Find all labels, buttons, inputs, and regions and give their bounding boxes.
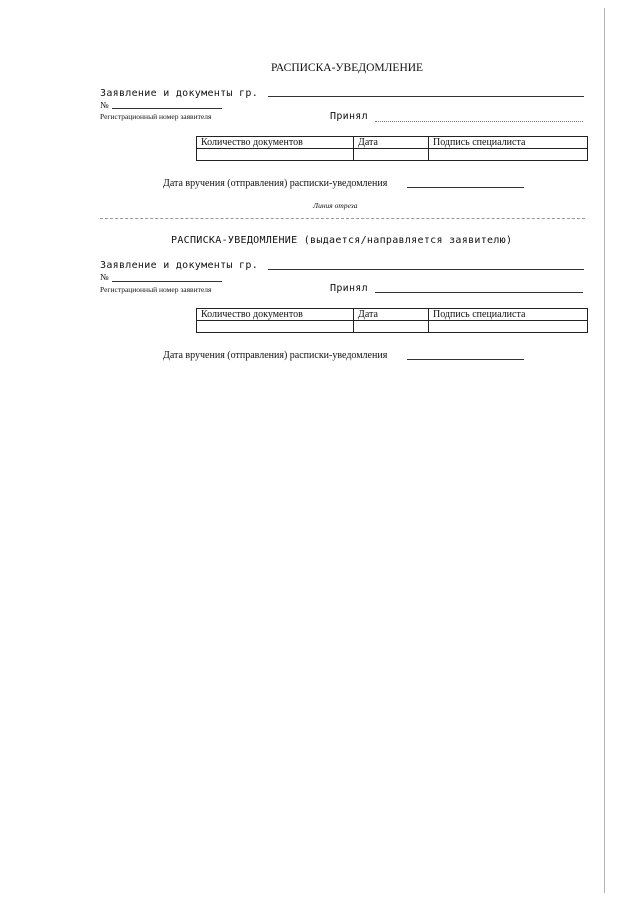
cut-line-label: Линия отреза (313, 201, 358, 210)
page-edge (604, 8, 605, 893)
table-row (197, 309, 588, 321)
receipt-1-number-sign: № (100, 100, 109, 110)
receipt-1-delivery-date-field[interactable] (407, 187, 524, 188)
receipt-1-reg-number-label: Регистрационный номер заявителя (100, 112, 212, 121)
cut-line (100, 218, 585, 219)
table-row (197, 137, 588, 149)
table-cell-signature[interactable] (429, 149, 588, 161)
table-header-signature: Подпись специалиста (429, 309, 588, 321)
receipt-1-title: РАСПИСКА-УВЕДОМЛЕНИЕ (271, 62, 424, 74)
receipt-2-table (196, 308, 588, 333)
table-cell-count[interactable] (197, 149, 354, 161)
receipt-1-applicant-name-field[interactable] (268, 96, 584, 97)
table-header-date: Дата (354, 137, 429, 149)
table-header-count: Количество документов (197, 137, 354, 149)
receipt-2-reg-number-label: Регистрационный номер заявителя (100, 285, 212, 294)
receipt-1-number-field[interactable] (112, 108, 222, 109)
table-cell-date[interactable] (354, 321, 429, 333)
receipt-2-accepted-label: Принял (330, 283, 368, 294)
receipt-2-delivery-date-field[interactable] (407, 359, 524, 360)
receipt-1-accepted-label: Принял (330, 111, 368, 122)
table-cell-count[interactable] (197, 321, 354, 333)
receipt-2-number-field[interactable] (112, 281, 222, 282)
receipt-1-table (196, 136, 588, 161)
table-cell-signature[interactable] (429, 321, 588, 333)
receipt-2-applicant-name-field[interactable] (268, 269, 584, 270)
receipt-2-statement-label: Заявление и документы гр. (100, 260, 259, 271)
table-header-signature: Подпись специалиста (429, 137, 588, 149)
receipt-1-delivery-date-label: Дата вручения (отправления) расписки-уведомления (163, 178, 388, 189)
receipt-2-accepted-field[interactable] (375, 292, 583, 293)
table-header-count: Количество документов (197, 309, 354, 321)
receipt-2-title: РАСПИСКА-УВЕДОМЛЕНИЕ (выдается/направляется заявителю) (171, 235, 513, 246)
table-cell-date[interactable] (354, 149, 429, 161)
table-row (197, 149, 588, 161)
table-header-date: Дата (354, 309, 429, 321)
table-row (197, 321, 588, 333)
receipt-1-accepted-field[interactable] (375, 121, 583, 122)
receipt-2-delivery-date-label: Дата вручения (отправления) расписки-уведомления (163, 350, 388, 361)
receipt-2-number-sign: № (100, 272, 109, 282)
receipt-1-statement-label: Заявление и документы гр. (100, 88, 259, 99)
